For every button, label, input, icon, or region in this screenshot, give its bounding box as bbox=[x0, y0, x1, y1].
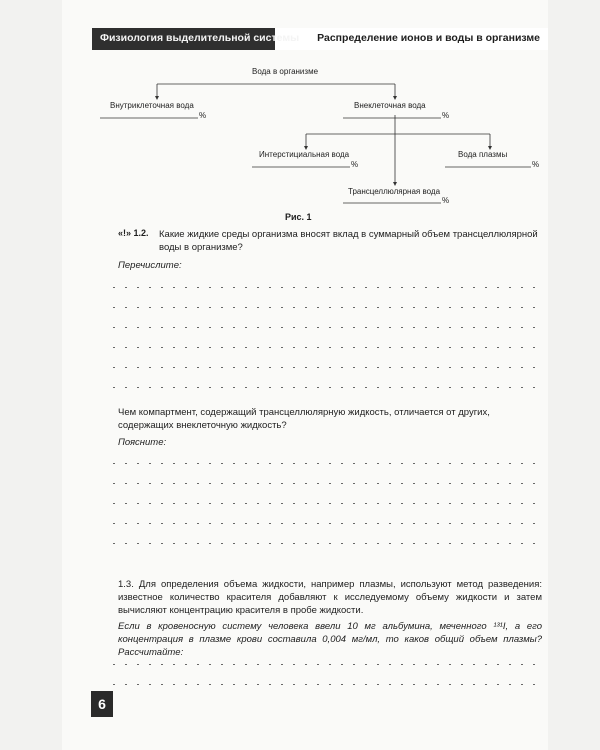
answer-dotted-line bbox=[108, 463, 540, 464]
answer-dotted-line bbox=[108, 664, 540, 665]
transcellular-label: Трансцеллюлярная вода bbox=[348, 187, 441, 196]
extracellular-percent: % bbox=[442, 111, 450, 120]
answer-dotted-line bbox=[108, 287, 540, 288]
answer-dotted-line bbox=[108, 523, 540, 524]
answer-dotted-line bbox=[108, 387, 540, 388]
question-1-3-task: Если в кровеносную систему человека ввели 10 мг альбумина, меченного ¹³¹I, а его концентрация в плазме крови составила 0,004 мг/мл, то каков общий объем плазмы? Рассчитайте: bbox=[118, 621, 542, 658]
answer-dotted-line bbox=[108, 367, 540, 368]
instruction-explain: Поясните: bbox=[118, 437, 167, 448]
answer-dotted-line bbox=[108, 684, 540, 685]
intracellular-label: Внутриклеточная вода bbox=[110, 101, 194, 110]
transcellular-percent: % bbox=[442, 196, 450, 205]
question-1-2-text: Какие жидкие среды организма вносят вклад в суммарный объем трансцеллюлярной воды в организме? bbox=[159, 229, 538, 253]
interstitial-label: Интерстициальная вода bbox=[259, 150, 350, 159]
figure-caption: Рис. 1 bbox=[285, 212, 312, 222]
arrowhead bbox=[155, 96, 159, 100]
answer-dotted-line bbox=[108, 543, 540, 544]
answer-dotted-line bbox=[108, 483, 540, 484]
arrowhead bbox=[393, 96, 397, 100]
extracellular-label: Внеклеточная вода bbox=[354, 101, 426, 110]
header-left-title: Физиология выделительной системы bbox=[100, 32, 300, 44]
arrowhead bbox=[393, 182, 397, 186]
header-right-title: Распределение ионов и воды в организме bbox=[317, 32, 540, 44]
answer-dotted-line bbox=[108, 327, 540, 328]
answer-dotted-line bbox=[108, 503, 540, 504]
interstitial-percent: % bbox=[351, 160, 359, 169]
answer-dotted-line bbox=[108, 347, 540, 348]
page-number: 6 bbox=[91, 691, 113, 717]
question-1-2b-text: Чем компартмент, содержащий трансцеллюлярную жидкость, отличается от других, содержащих внеклеточную жидкость? bbox=[118, 407, 490, 431]
instruction-list: Перечислите: bbox=[118, 260, 182, 271]
question-number: «!» 1.2. bbox=[118, 228, 149, 238]
diagram-root-label: Вода в организме bbox=[252, 67, 319, 76]
question-1-3-text: 1.3. Для определения объема жидкости, например плазмы, используют метод разведения: известное количество красителя добавляют к исследуемому объему жидкости и затем вычисляют концентрацию красителя в пробе жидкости. bbox=[118, 579, 542, 616]
intracellular-percent: % bbox=[199, 111, 207, 120]
plasma-label: Вода плазмы bbox=[458, 150, 508, 159]
plasma-percent: % bbox=[532, 160, 540, 169]
answer-dotted-line bbox=[108, 307, 540, 308]
